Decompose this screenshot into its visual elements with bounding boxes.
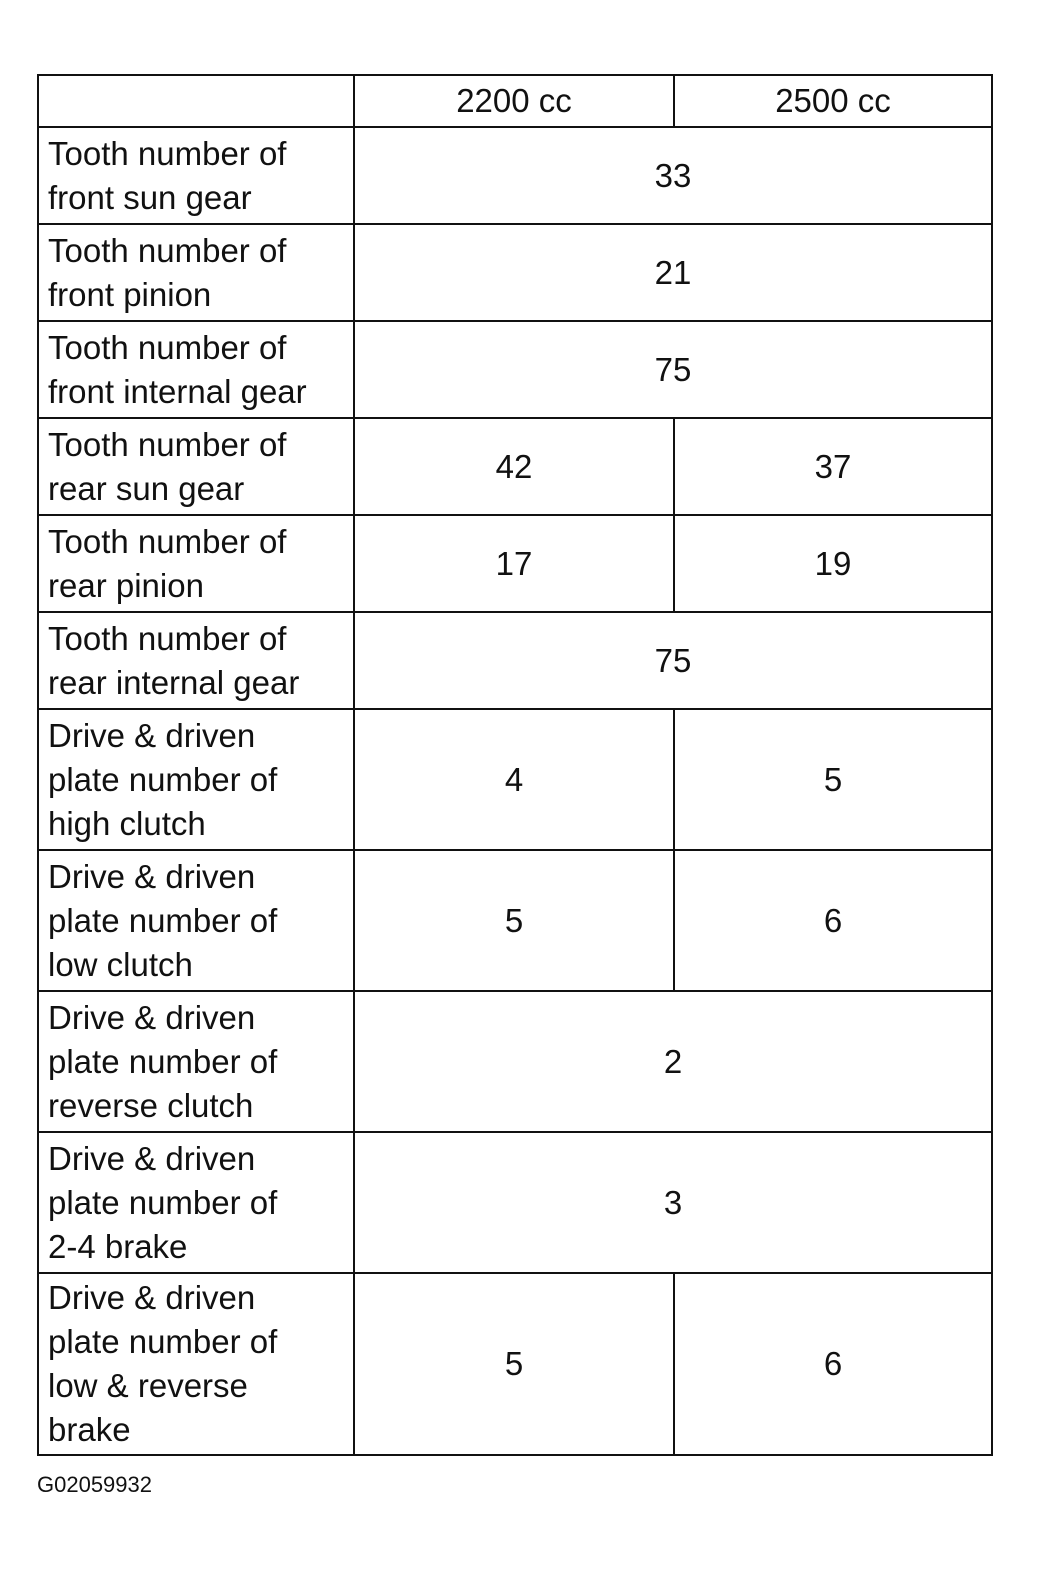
merged-value-cell: 21: [354, 224, 992, 321]
spec-table: [37, 74, 993, 1456]
table-row: [38, 709, 992, 850]
table-row: [38, 418, 992, 515]
header-2200cc: 2200 cc: [354, 75, 674, 127]
value-2200cc: 4: [354, 709, 674, 850]
row-label: Tooth number of front sun gear: [38, 127, 354, 224]
table-row: [38, 515, 992, 612]
merged-value-cell: 2: [354, 991, 992, 1132]
table-row: [38, 127, 992, 224]
merged-value-cell: 3: [354, 1132, 992, 1273]
merged-value-cell: 75: [354, 321, 992, 418]
row-label: Tooth number of rear sun gear: [38, 418, 354, 515]
row-label: Tooth number of rear pinion: [38, 515, 354, 612]
row-label: Drive & driven plate number of 2-4 brake: [38, 1132, 354, 1273]
row-label: Drive & driven plate number of low clutch: [38, 850, 354, 991]
row-label: Tooth number of rear internal gear: [38, 612, 354, 709]
row-label: Drive & driven plate number of reverse clutch: [38, 991, 354, 1132]
merged-value-cell: 33: [354, 127, 992, 224]
row-label: Tooth number of front pinion: [38, 224, 354, 321]
table-row: [38, 850, 992, 991]
table-row: [38, 991, 992, 1132]
table-row: [38, 612, 992, 709]
row-label: Tooth number of front internal gear: [38, 321, 354, 418]
value-2500cc: 5: [674, 709, 992, 850]
figure-code: G02059932: [37, 1472, 152, 1497]
value-2200cc: 5: [354, 1273, 674, 1455]
merged-value-cell: 75: [354, 612, 992, 709]
header-2500cc: 2500 cc: [674, 75, 992, 127]
table-row: [38, 1273, 992, 1455]
value-2200cc: 5: [354, 850, 674, 991]
value-2200cc: 17: [354, 515, 674, 612]
row-label: Drive & driven plate number of high clutch: [38, 709, 354, 850]
header-corner-cell: [38, 75, 354, 127]
row-label: Drive & driven plate number of low & reverse brake: [38, 1273, 354, 1455]
value-2500cc: 19: [674, 515, 992, 612]
table-row: [38, 224, 992, 321]
value-2500cc: 37: [674, 418, 992, 515]
header-row: [38, 75, 992, 127]
value-2500cc: 6: [674, 1273, 992, 1455]
value-2500cc: 6: [674, 850, 992, 991]
value-2200cc: 42: [354, 418, 674, 515]
table-row: [38, 321, 992, 418]
table-row: [38, 1132, 992, 1273]
